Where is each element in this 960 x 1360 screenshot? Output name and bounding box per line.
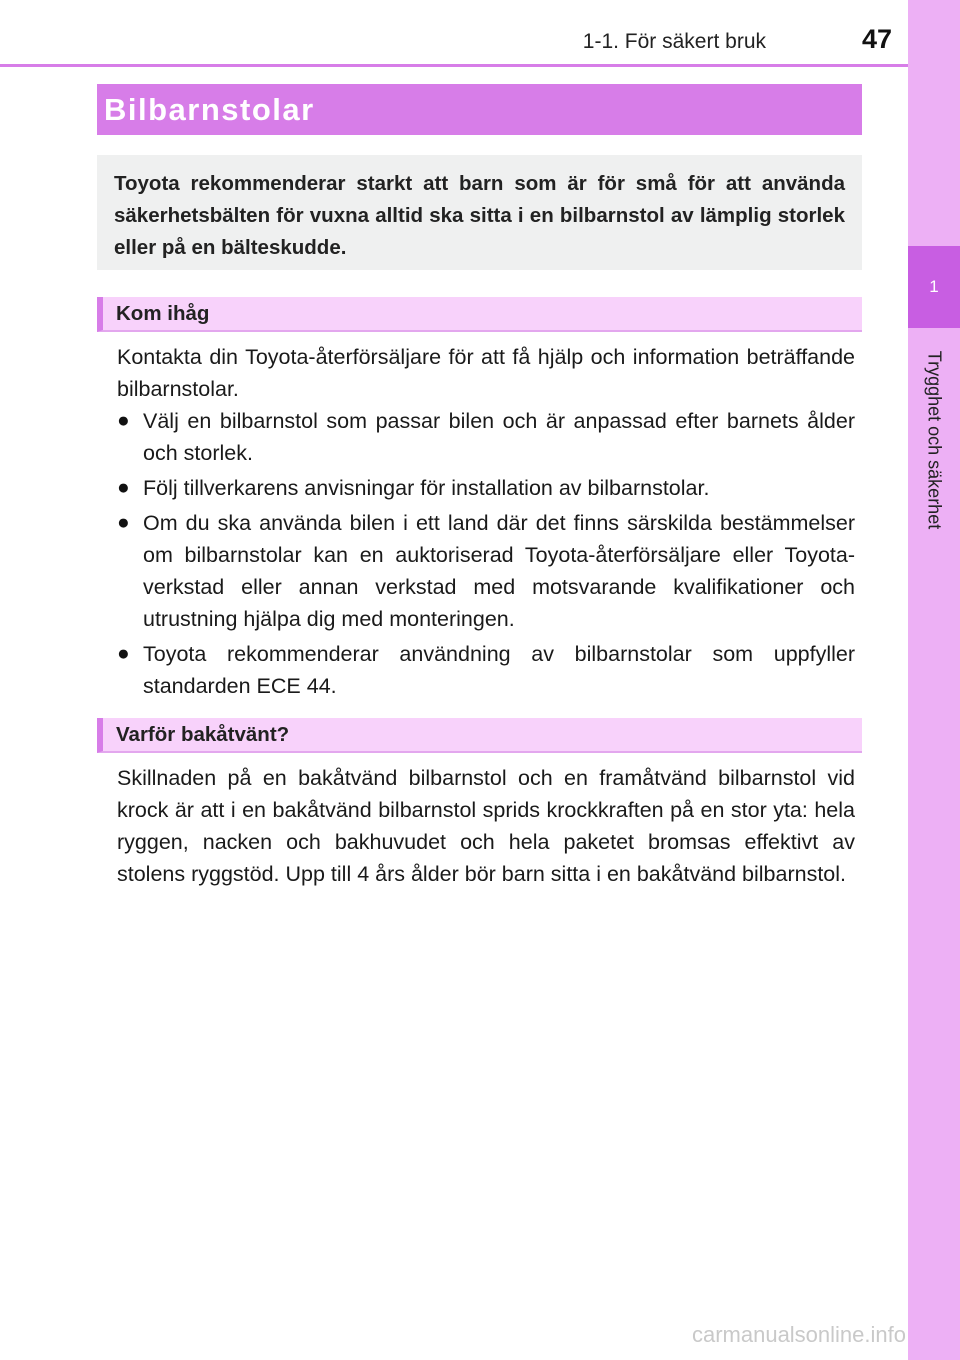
chapter-number-block <box>908 246 960 328</box>
watermark: carmanualsonline.info <box>691 1322 906 1347</box>
header-rule <box>0 64 908 67</box>
subheading-text: Varför bakåtvänt? <box>116 722 290 746</box>
intro-text: Toyota rekommenderar starkt att barn som är för små för att använda säkerhetsbälten för vuxna alltid ska sitta i en bilbarnstol av lämplig storlek eller på en bälteskudde. <box>114 172 845 259</box>
section1-bullet-list <box>117 405 855 705</box>
bullet-icon: ● <box>117 511 130 534</box>
list-item <box>117 472 855 504</box>
list-item <box>117 507 855 635</box>
subheading-kom-ihag <box>97 297 862 332</box>
section1-paragraph: Kontakta din Toyota-återförsäljare för att få hjälp och information beträffande bilbarnstolar. <box>117 345 855 401</box>
bullet-icon: ● <box>117 476 130 499</box>
chapter-side-tab <box>908 0 960 1360</box>
subheading-varfor-bakatvant <box>97 718 862 753</box>
bullet-text: Om du ska använda bilen i ett land där det finns särskilda bestämmelser om bilbarnstolar kan en auktoriserad Toyota-återförsäljare eller Toyota-verkstad eller annan verkstad med motsvarande kvalifikationer och utrustning hjälpa dig med monteringen. <box>143 511 855 631</box>
chapter-title: Trygghet och säkerhet <box>924 350 945 530</box>
list-item <box>117 638 855 702</box>
section2-paragraph: Skillnaden på en bakåtvänd bilbarnstol och en framåtvänd bilbarnstol vid krock är att i en bakåtvänd bilbarnstol sprids krockkraften på en stor yta: hela ryggen, nacken och bakhuvudet och hela paketet bromsas effektivt av stolens ryggstöd. Upp till 4 års ålder bör barn sitta i en bakåtvänd bilbarnstol. <box>117 766 855 886</box>
bullet-text: Välj en bilbarnstol som passar bilen och är anpassad efter barnets ålder och storlek. <box>143 409 855 465</box>
chapter-number: 1 <box>929 277 939 296</box>
page-title: Bilbarnstolar <box>104 91 315 127</box>
page-title-banner <box>97 84 862 135</box>
section-reference: 1-1. För säkert bruk <box>582 30 766 53</box>
bullet-icon: ● <box>117 642 130 665</box>
list-item <box>117 405 855 469</box>
bullet-icon: ● <box>117 409 130 432</box>
bullet-text: Toyota rekommenderar användning av bilbarnstolar som uppfyller standarden ECE 44. <box>143 642 855 698</box>
bullet-text: Följ tillverkarens anvisningar för installation av bilbarnstolar. <box>143 476 710 500</box>
intro-box <box>97 155 862 270</box>
page-number: 47 <box>861 24 892 54</box>
subheading-text: Kom ihåg <box>116 301 210 325</box>
